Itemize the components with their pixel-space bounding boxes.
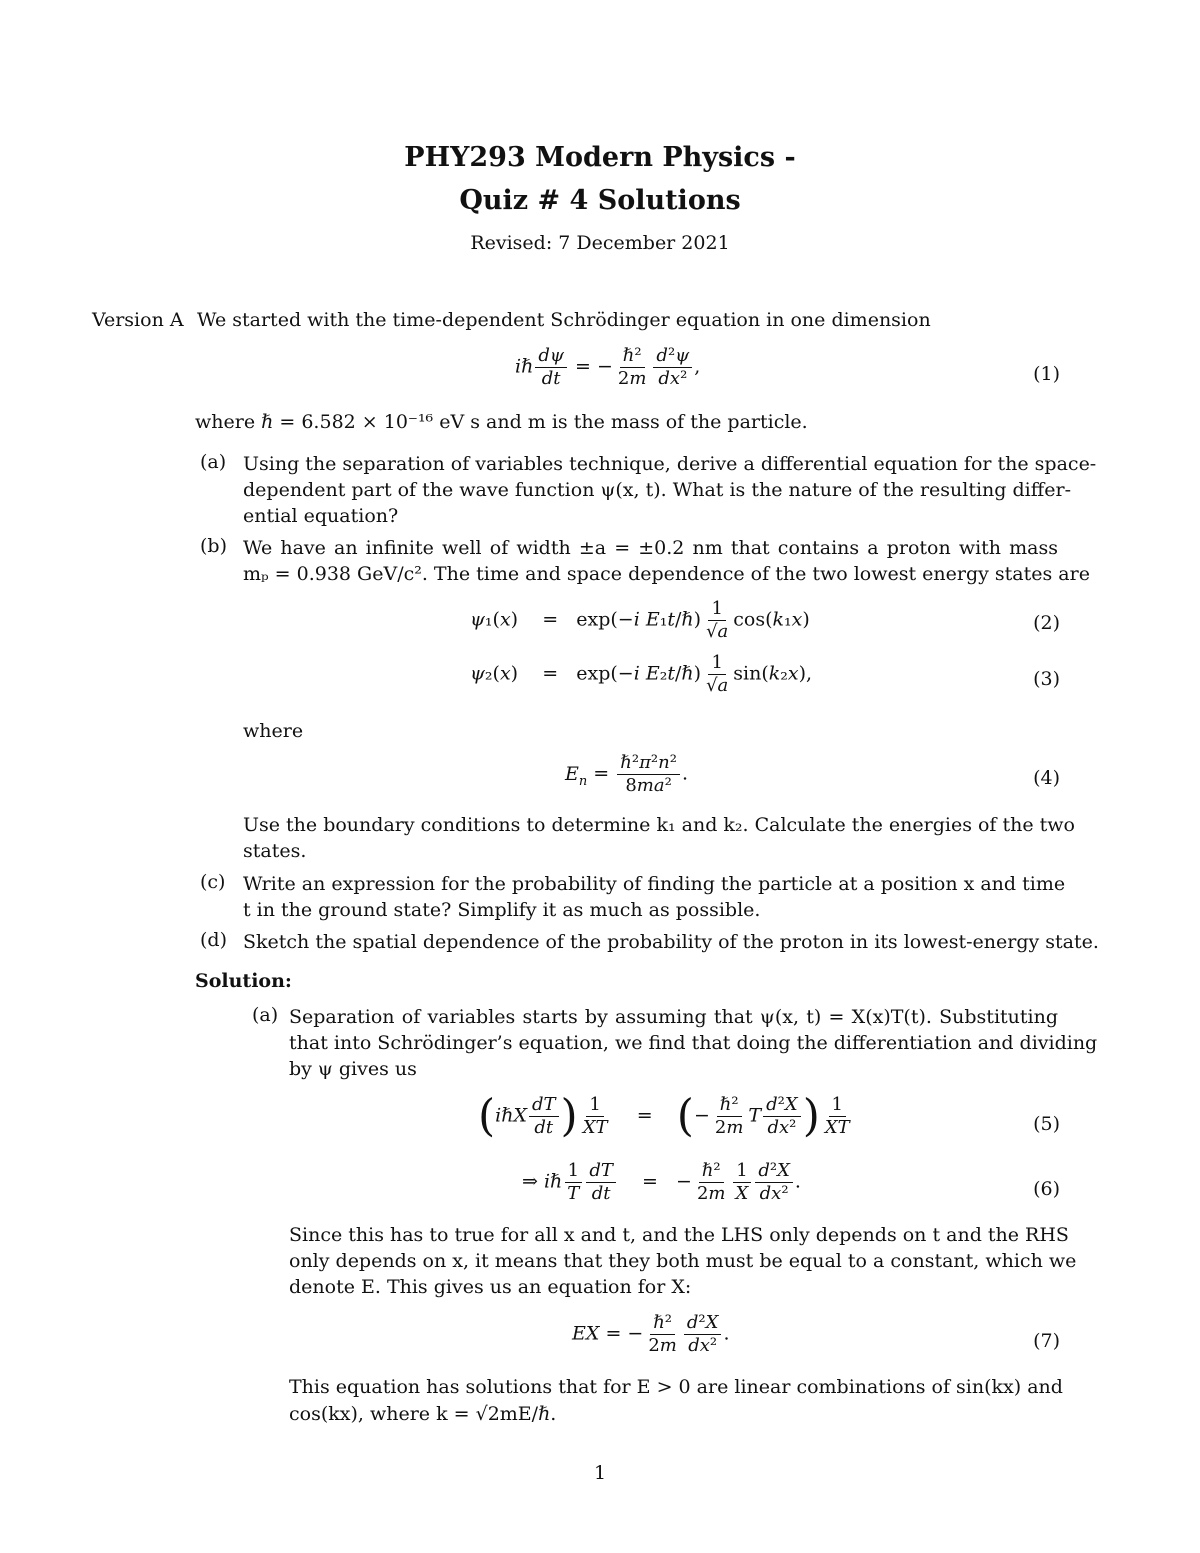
solution-a-label: (a) <box>252 1004 279 1026</box>
revised-date: Revised: 7 December 2021 <box>470 232 730 254</box>
solution-mid-line-3: denote E. This gives us an equation for X: <box>289 1276 692 1298</box>
question-a-line-1: Using the separation of variables technique, derive a differential equation for the space- <box>243 453 1097 475</box>
question-d-line: Sketch the spatial dependence of the probability of the proton in its lowest-energy state. <box>243 931 1099 953</box>
question-b-after-line-1: Use the boundary conditions to determine k₁ and k₂. Calculate the energies of the two <box>243 814 1075 836</box>
question-b-line-1: We have an infinite well of width ±a = ±0.2 nm that contains a proton with mass <box>243 537 1058 559</box>
equation-6: ⇒ iℏ $\frac{1}{T}$ $\frac{dT}{dt}$ = − $\frac{\text{ℏ²}}{2m}$ $\frac{1}{X}$ $\frac{\text{d²X}}{\text{dx²}}$ . <box>522 1160 801 1204</box>
equation-2-number: (2) <box>1033 612 1060 634</box>
equation-6-number: (6) <box>1033 1178 1060 1200</box>
solution-heading: Solution: <box>195 970 292 992</box>
solution-a-line-1: Separation of variables starts by assuming that ψ(x, t) = X(x)T(t). Substituting <box>289 1006 1058 1028</box>
equation-2: ψ₁(x) = exp(−i E₁t/ℏ) $\frac{1}{√a}$ cos(k₁x) <box>470 598 810 642</box>
title-line-2: Quiz # 4 Solutions <box>459 185 741 216</box>
question-b-where: where <box>243 720 304 742</box>
question-c-line-1: Write an expression for the probability of finding the particle at a position x and time <box>243 873 1066 895</box>
version-label: Version A <box>92 309 184 331</box>
equation-4-number: (4) <box>1033 767 1060 789</box>
equation-1: iℏ $\frac{d\psi}{dt}$ = − $\frac{\text{ℏ²}}{2m}$ $\frac{\text{d²ψ}}{\text{dx²}}$ , <box>515 345 701 389</box>
equation-1-number: (1) <box>1033 363 1060 385</box>
question-a-line-2: dependent part of the wave function ψ(x, t). What is the nature of the resulting differ- <box>243 479 1071 501</box>
question-a-line-3: ential equation? <box>243 505 399 527</box>
solution-mid-line-2: only depends on x, it means that they both must be equal to a constant, which we <box>289 1250 1077 1272</box>
solution-a-line-3: by ψ gives us <box>289 1058 417 1080</box>
equation-5-number: (5) <box>1033 1113 1060 1135</box>
question-b-after-line-2: states. <box>243 840 307 862</box>
page-number: 1 <box>593 1462 607 1484</box>
equation-3-number: (3) <box>1033 668 1060 690</box>
version-intro: We started with the time-dependent Schrödinger equation in one dimension <box>197 309 931 331</box>
equation-7-number: (7) <box>1033 1330 1060 1352</box>
question-c-label: (c) <box>200 871 226 893</box>
equation-5: (iℏX $\frac{dT}{dt}$ ) $\frac{1}{XT}$ = (− $\frac{\text{ℏ²}}{2m}$ T $\frac{\text{d²X}}{\text{dx²}}$ ) $\frac{1}{XT}$ <box>478 1090 850 1142</box>
solution-mid-line-1: Since this has to true for all x and t, and the LHS only depends on t and the RHS <box>289 1224 1069 1246</box>
equation-7: EX = − $\frac{\text{ℏ²}}{2m}$ $\frac{\text{d²X}}{\text{dx²}}$ . <box>572 1312 730 1356</box>
question-d-label: (d) <box>200 929 227 951</box>
version-where-line: where ℏ = 6.582 × 10⁻¹⁶ eV s and m is the mass of the particle. <box>195 411 808 433</box>
question-c-line-2: t in the ground state? Simplify it as much as possible. <box>243 899 761 921</box>
question-b-label: (b) <box>200 535 227 557</box>
solution-end-line-1: This equation has solutions that for E > 0 are linear combinations of sin(kx) and <box>289 1376 1063 1398</box>
equation-4: $E_n$ = $\frac{\text{ℏ²π²n²}}{\text{8ma²}}$ . <box>565 752 688 796</box>
solution-a-line-2: that into Schrödinger’s equation, we find that doing the differentiation and dividing <box>289 1032 1098 1054</box>
question-a-label: (a) <box>200 451 227 473</box>
equation-3: ψ₂(x) = exp(−i E₂t/ℏ) $\frac{1}{√a}$ sin(k₂x), <box>470 652 813 696</box>
title-line-1: PHY293 Modern Physics - <box>404 142 796 173</box>
solution-end-line-2: cos(kx), where k = √2mE/ℏ. <box>289 1403 557 1425</box>
question-b-line-2: mₚ = 0.938 GeV/c². The time and space dependence of the two lowest energy states are <box>243 563 1090 585</box>
